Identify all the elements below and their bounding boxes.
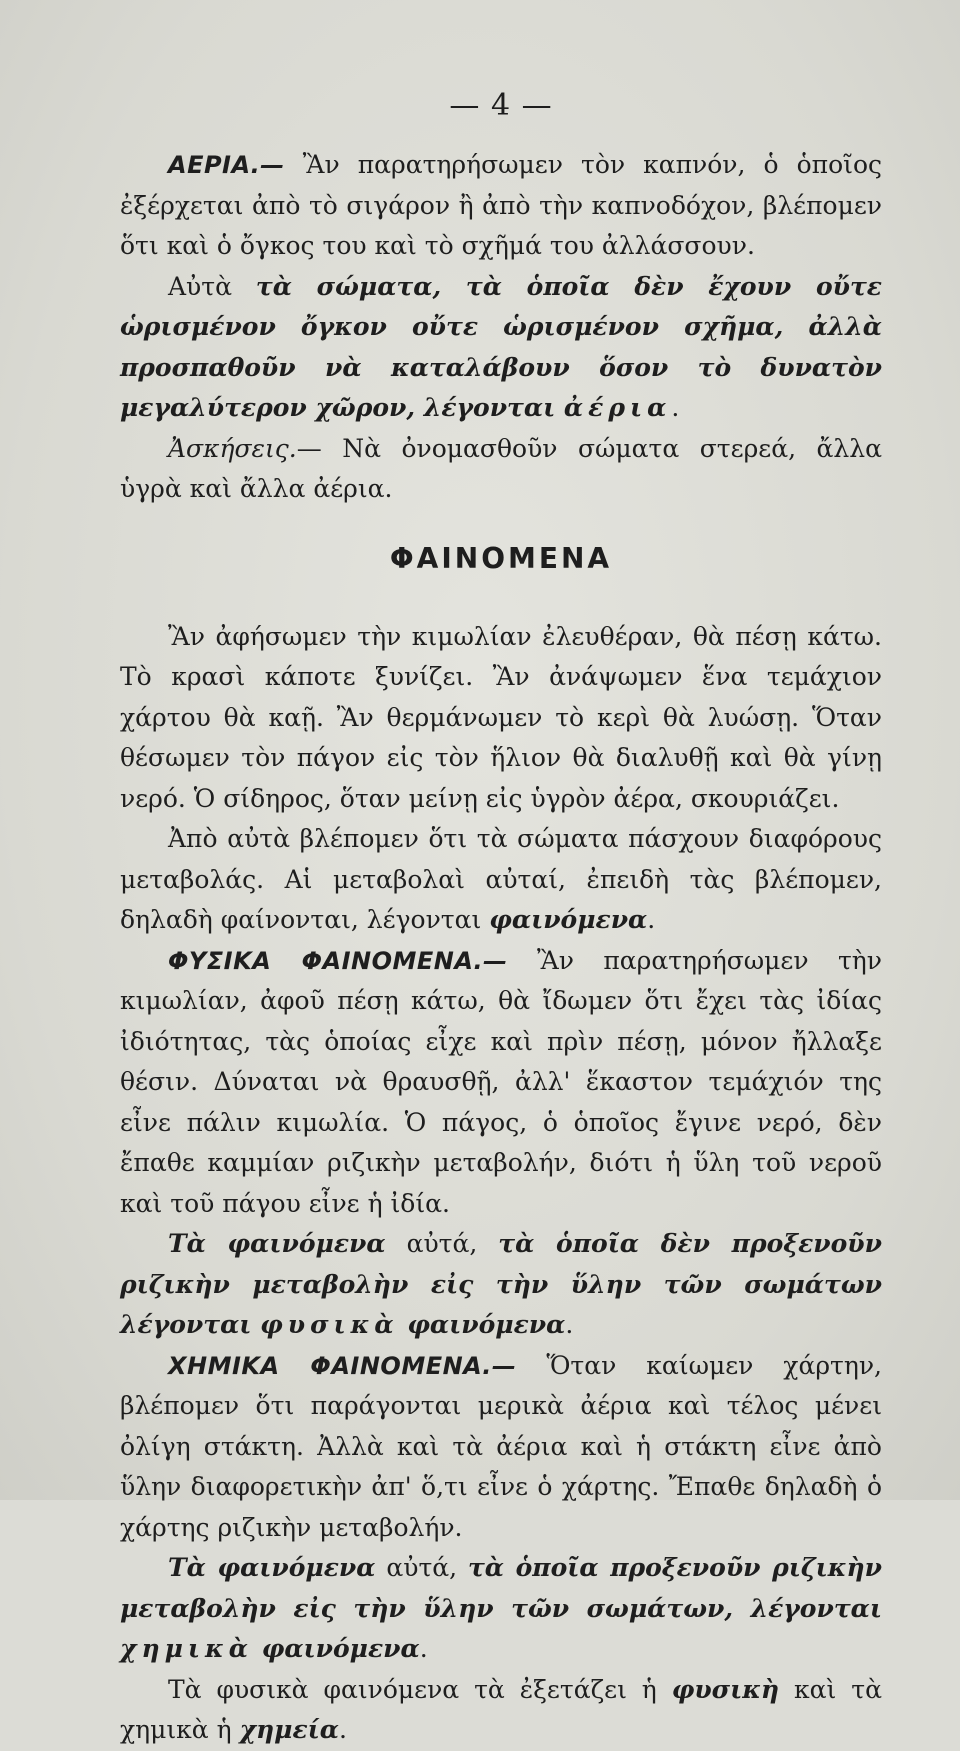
paragraph-text: καὶ τὰ χημικὰ ἡ (120, 1674, 882, 1744)
science-term-physics: φυσικὴ (671, 1674, 780, 1704)
paragraph-text: . (339, 1715, 347, 1744)
paragraph-chemical-phenomena (120, 1346, 882, 1549)
paragraph-text: — Νὰ ὀνομασθοῦν σώματα στερεά, ἄλλα ὑγρὰ καὶ ἄλλα ἀέρια. (120, 433, 882, 503)
paragraph-text: Ἂν παρατηρήσωμεν τὴν κιμωλίαν, ἀφοῦ πέσῃ κάτω, θὰ ἴδωμεν ὅτι ἔχει τὰς ἰδίας ἰδιότητας, τὰς ὁποίας εἶχε καὶ πρὶν πέσῃ, μόνον ἤλλαξε θέσιν. Δύναται νὰ θραυσθῇ, ἀλλ' ἕκαστον τεμάχιόν της εἶνε πάλιν κιμωλία. Ὁ πάγος, ὁ ὁποῖος ἔγινε νερό, δὲν ἔπαθε καμμίαν ριζικὴν μεταβολήν, διότι ἡ ὕλη τοῦ νεροῦ καὶ τοῦ πάγου εἶνε ἡ ἰδία. (120, 945, 882, 1218)
paragraph-text: . (419, 1634, 428, 1663)
paragraph-gases-definition (120, 267, 882, 429)
exercises-label: Ἀσκήσεις. (168, 433, 297, 463)
section-lead-chemical: ΧΗΜΙΚΑ ΦΑΙΝΟΜΕΝΑ.— (168, 1351, 517, 1380)
paragraph-chemical-definition (120, 1548, 882, 1670)
defined-term: χημικὰ (120, 1634, 253, 1663)
paragraph-phenomena-examples: Ἂν ἀφήσωμεν τὴν κιμωλίαν ἐλευθέραν, θὰ πέσῃ κάτω. Τὸ κρασὶ κάποτε ξυνίζει. Ἂν ἀνάψωμεν ἕνα τεμάχιον χάρτου θὰ καῇ. Ἂν θερμάνωμεν τὸ κερὶ θὰ λυώσῃ. Ὅταν θέσωμεν τὸν πάγον εἰς τὸν ἥλιον θὰ διαλυθῇ καὶ θὰ γίνῃ νερό. Ὁ σίδηρος, ὅταν μείνῃ εἰς ὑγρὸν ἀέρα, σκουριάζει. (120, 621, 882, 813)
section-lead-gases: ΑΕΡΙΑ.— (168, 151, 285, 179)
definition-text: φαινόμενα (253, 1634, 420, 1663)
paragraph-text: Αὐτὰ (168, 271, 256, 301)
definition-text: τὰ ὁποῖα προξενοῦν ριζικὴν μεταβολὴν εἰς τὴν ὕλην τῶν σωμάτων, λέγονται (120, 1553, 883, 1623)
science-term-chemistry: χημεία (239, 1715, 340, 1744)
defined-term: φυσικὰ (260, 1310, 399, 1339)
definition-text: φαινόμενα (398, 1310, 566, 1339)
paragraph-gases (120, 145, 882, 267)
paragraph-text: Ἀπὸ αὐτὰ βλέπομεν ὅτι τὰ σώματα πάσχουν διαφόρους μεταβολάς. Αἱ μεταβολαὶ αὐταί, ἐπειδὴ τὰς βλέπομεν, δηλαδὴ φαίνονται, λέγονται (120, 824, 882, 934)
defined-term: ἀέρια (563, 393, 672, 422)
paragraph-text: Τὰ φυσικὰ φαινόμενα τὰ ἐξετάζει ἡ (168, 1674, 672, 1704)
definition-text: τὰ ὁποῖα δὲν προξενοῦν ριζικὴν μεταβολὴν εἰς τὴν ὕλην τῶν σωμάτων λέγονται (120, 1229, 882, 1339)
paragraph-exercises (120, 429, 882, 510)
section-heading: ΦΑΙΝΟΜΕΝΑ (389, 541, 613, 575)
page-number: — 4 — (449, 88, 553, 123)
paragraph-physical-phenomena (120, 941, 882, 1225)
paragraph-text: αὐτά, (375, 1553, 468, 1582)
paragraph-text: . (565, 1310, 574, 1339)
paragraph-sciences (120, 1670, 882, 1751)
paragraph-text: . (647, 905, 656, 934)
definition-text: Τὰ φαινόμενα (168, 1229, 386, 1258)
paragraph-text: Ἂν παρατηρήσωμεν τὸν καπνόν, ὁ ὁποῖος ἐξέρχεται ἀπὸ τὸ σιγάρον ἢ ἀπὸ τὴν καπνοδόχον, βλέπομεν ὅτι καὶ ὁ ὄγκος του καὶ τὸ σχῆμά του ἀλλάσσουν. (120, 150, 882, 260)
definition-text: τὰ σώματα, τὰ ὁποῖα δὲν ἔχουν οὔτε ὡρισμένον ὄγκον οὔτε ὡρισμένον σχῆμα, ἀλλὰ προσπαθοῦν νὰ καταλάβουν ὅσον τὸ δυνατὸν μεγαλύτερον χῶρον, λέγονται (120, 271, 882, 422)
definition-text: Τὰ φαινόμενα (168, 1553, 376, 1582)
paragraph-phenomena-definition (120, 819, 882, 941)
paragraph-physical-definition (120, 1224, 882, 1346)
section-lead-physical: ΦΥΣΙΚΑ ΦΑΙΝΟΜΕΝΑ.— (168, 946, 508, 975)
paragraph-text: Ὅταν καίωμεν χάρτην, βλέπομεν ὅτι παράγονται μερικὰ ἀέρια καὶ τέλος μένει ὀλίγη στάκτη. Ἀλλὰ καὶ τὰ ἀέρια καὶ ἡ στάκτη εἶνε ἀπὸ ὕλην διαφορετικὴν ἀπ' ὅ,τι εἶνε ὁ χάρτης. Ἔπαθε δηλαδὴ ὁ χάρτης ριζικὴν μεταβολήν. (120, 1350, 882, 1542)
paragraph-text: αὐτά, (385, 1229, 499, 1258)
defined-term: φαινόμενα (489, 905, 648, 934)
paragraph-text: . (671, 393, 680, 422)
